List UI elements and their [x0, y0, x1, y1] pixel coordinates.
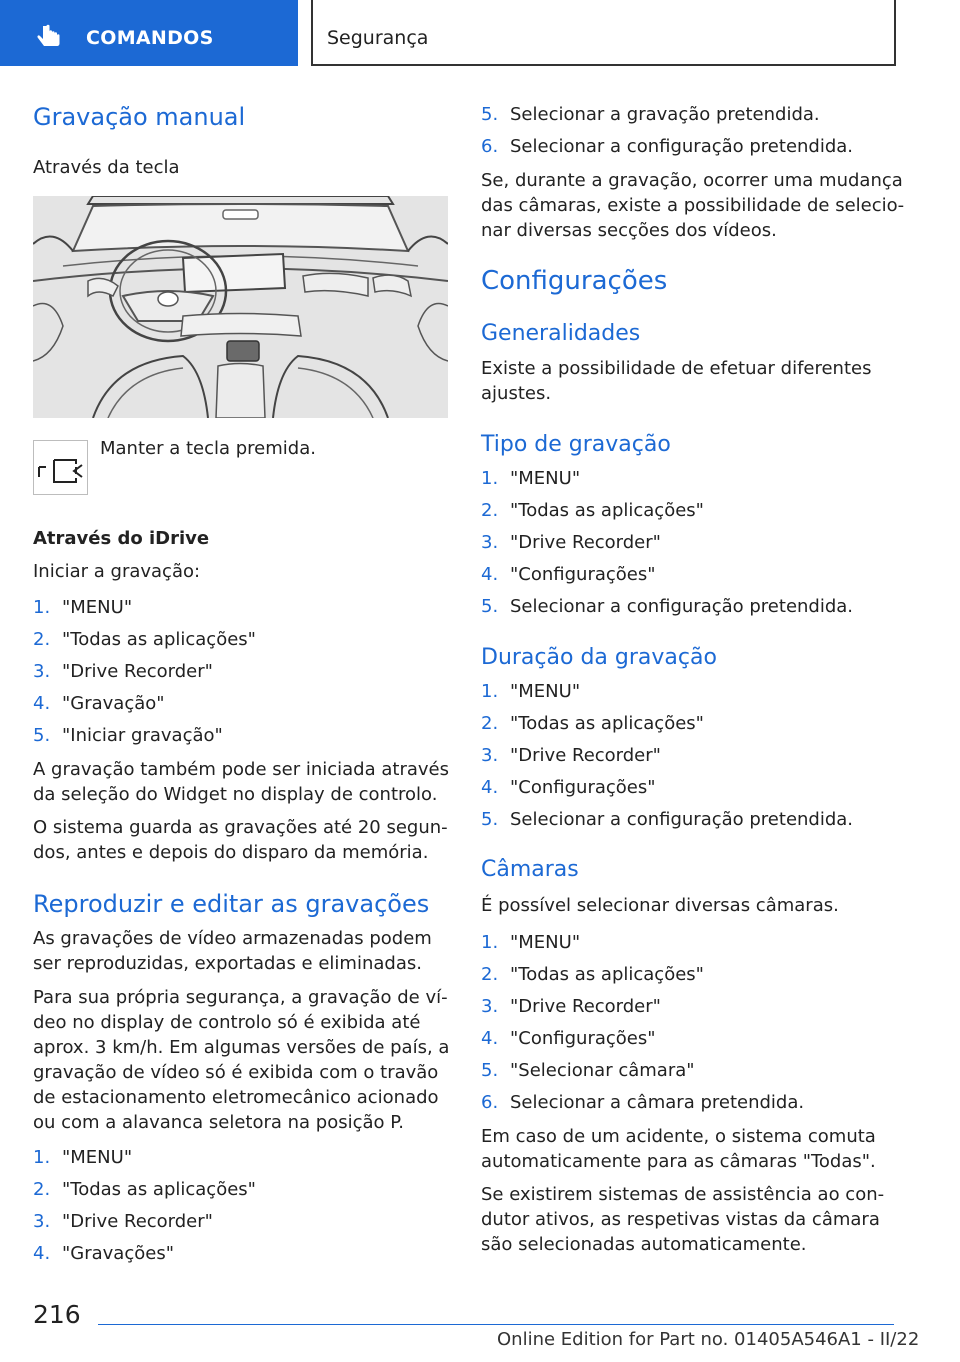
- chapter-header: [311, 0, 896, 66]
- key-instruction: Manter a tecla premida.: [100, 438, 316, 459]
- footer-divider: [98, 1324, 894, 1325]
- list-item: 4. "Gravação": [33, 693, 165, 714]
- list-item: 3. "Drive Recorder": [481, 532, 661, 553]
- list-item: 2. "Todas as aplicações": [481, 964, 704, 985]
- paragraph-camera-change: Se, durante a gravação, ocorrer uma mudança das câmaras, existe a possibilidade de selecio‐ nar diversas secções dos vídeos.: [481, 170, 905, 241]
- list-item: 3. "Drive Recorder": [33, 661, 213, 682]
- paragraph-widget: A gravação também pode ser iniciada através da seleção do Widget no display de controlo.: [33, 759, 449, 805]
- section-title-reproduce: Reproduzir e editar as gravações: [33, 890, 430, 918]
- list-item: 4. "Configurações": [481, 564, 656, 585]
- list-item: 2. "Todas as aplicações": [481, 713, 704, 734]
- list-item: 2. "Todas as aplicações": [33, 1179, 256, 1200]
- section-title-manual-recording: Gravação manual: [33, 103, 246, 131]
- list-item: 2. "Todas as aplicações": [481, 500, 704, 521]
- list-item: 4. "Configurações": [481, 1028, 656, 1049]
- start-recording-label: Iniciar a gravação:: [33, 561, 201, 582]
- section-title-settings: Configurações: [481, 266, 668, 296]
- paragraph-cameras: É possível selecionar diversas câmaras.: [481, 895, 839, 916]
- list-item: 3. "Drive Recorder": [33, 1211, 213, 1232]
- list-item: 4. "Configurações": [481, 777, 656, 798]
- subheading-via-key: Através da tecla: [33, 157, 180, 178]
- list-item: 3. "Drive Recorder": [481, 996, 661, 1017]
- subsection-title-rec-type: Tipo de gravação: [481, 432, 671, 457]
- list-item: 5. Selecionar a gravação pretendida.: [481, 104, 820, 125]
- subheading-via-idrive: Através do iDrive: [33, 528, 210, 549]
- paragraph-accident: Em caso de um acidente, o sistema comuta automaticamente para as câmaras "Todas".: [481, 1126, 876, 1172]
- section-tab[interactable]: [0, 0, 298, 66]
- list-item: 2. "Todas as aplicações": [33, 629, 256, 650]
- list-item: 4. "Gravações": [33, 1243, 174, 1264]
- paragraph-system: O sistema guarda as gravações até 20 segun‐ dos, antes e depois do disparo da memória.: [33, 817, 448, 863]
- subsection-title-general: Generalidades: [481, 321, 641, 346]
- list-item: 1. "MENU": [481, 468, 581, 489]
- list-item: 5. Selecionar a configuração pretendida.: [481, 596, 854, 617]
- list-item: 5. "Iniciar gravação": [33, 725, 223, 746]
- list-item: 5. "Selecionar câmara": [481, 1060, 695, 1081]
- list-item: 6. Selecionar a configuração pretendida.: [481, 136, 854, 157]
- paragraph-safety: Para sua própria segurança, a gravação de ví‐ deo no display de controlo só é exibida até aprox. 3 km/h. Em algumas versões de país, a gravação de vídeo só é exibida com o travão de estacionamento eletromecânico acionado ou com a alavanca seletora na posição P.: [33, 987, 450, 1133]
- list-item: 1. "MENU": [33, 1147, 133, 1168]
- list-item: 3. "Drive Recorder": [481, 745, 661, 766]
- paragraph-assist: Se existirem sistemas de assistência ao con‐ dutor ativos, as respetivas vistas da câmara são selecionadas automaticamente.: [481, 1184, 885, 1255]
- section-label: COMANDOS: [86, 27, 214, 49]
- list-item: 1. "MENU": [33, 597, 133, 618]
- subsection-title-duration: Duração da gravação: [481, 645, 717, 670]
- dashboard-illustration: [33, 196, 448, 418]
- list-item: 1. "MENU": [481, 932, 581, 953]
- edition-info: Online Edition for Part no. 01405A546A1 - II/22: [497, 1329, 920, 1350]
- record-button-icon: [33, 440, 88, 495]
- page-number: 216: [33, 1300, 81, 1329]
- list-item: 5. Selecionar a configuração pretendida.: [481, 809, 854, 830]
- paragraph-reproduce: As gravações de vídeo armazenadas podem ser reproduzidas, exportadas e eliminadas.: [33, 928, 432, 974]
- hand-pointer-icon: [34, 22, 64, 52]
- paragraph-general: Existe a possibilidade de efetuar diferentes ajustes.: [481, 358, 872, 404]
- list-item: 6. Selecionar a câmara pretendida.: [481, 1092, 805, 1113]
- list-item: 1. "MENU": [481, 681, 581, 702]
- subsection-title-cameras: Câmaras: [481, 857, 579, 882]
- chapter-title: Segurança: [327, 27, 429, 49]
